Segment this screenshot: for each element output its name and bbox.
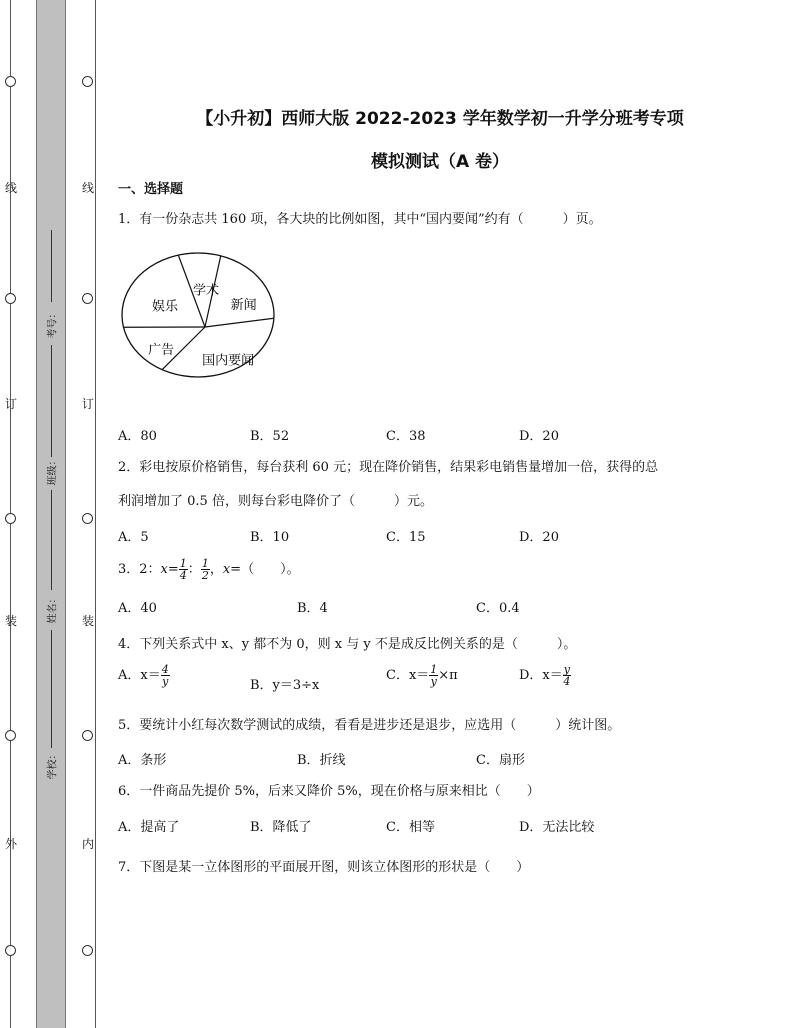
fraction [563,664,571,687]
margin-char: 线 [5,181,18,195]
option-c [386,664,458,687]
binding-hole [82,293,93,304]
field-underline [51,345,52,457]
option-prefix: C．x＝ [386,668,430,683]
fraction-denominator: y [430,675,437,688]
option-prefix: D．x＝ [519,668,563,683]
field-underline [51,230,52,302]
fraction-denominator: 2 [201,569,209,582]
binding-hole [5,945,16,956]
fraction-denominator: 4 [179,569,187,582]
margin-char: 外 [5,837,18,851]
option: A．提高了 [118,820,180,835]
fraction-denominator: y [162,675,169,688]
margin-char: 内 [82,837,95,851]
binding-hole [5,76,16,87]
fraction-numerator: 1 [179,557,187,570]
question-5-text: 5．要统计小红每次数学测试的成绩，看看是进步还是退步，应选用（ ）统计图。 [118,718,621,733]
question-6-text: 6．一件商品先提价 5%，后来又降价 5%，现在价格与原来相比（ ） [118,784,540,799]
fraction [161,664,170,687]
pie-slice-label: 国内要闻 [202,353,255,369]
fraction [201,558,210,581]
q3-colon: ： [187,562,201,577]
option: B．降低了 [250,820,312,835]
binding-hole [5,730,16,741]
q3-var: x [160,562,168,577]
question-2-line1: 2．彩电按原价格销售，每台获利 60 元；现在降价销售，结果彩电销售量增加一倍，获得的总 [118,460,659,475]
option: B．52 [250,429,290,444]
binding-hole [82,513,93,524]
pie-chart [120,246,290,386]
option: A．80 [118,429,157,444]
page-title: 【小升初】西师大版 2022-2023 学年数学初一升学分班考专项 [196,109,684,129]
margin-char: 订 [82,397,95,411]
option-suffix: ×π [438,668,458,683]
field-label-exam-number: 考号： [47,308,59,339]
question-4-text: 4．下列关系式中 x、y 都不为 0，则 x 与 y 不是成反比例关系的是（ ）。 [118,637,577,652]
option: C．15 [386,530,426,545]
question-1-text: 1．有一份杂志共 160 项，各大块的比例如图，其中“国内要闻”约有（ ）页。 [118,212,602,227]
field-label-school: 学校： [47,749,59,780]
option: B．折线 [297,753,346,768]
option: C．38 [386,429,426,444]
field-underline [51,630,52,748]
pie-slice-label: 娱乐 [151,299,178,315]
option: C．相等 [386,820,435,835]
margin-char: 线 [82,181,95,195]
inner-margin-line [95,0,96,1028]
option: A．40 [118,601,157,616]
q3-comma: ， [209,562,223,577]
option: C．0.4 [476,601,520,616]
section-heading: 一、选择题 [118,182,184,197]
question-7-text: 7．下图是某一立体图形的平面展开图，则该立体图形的形状是（ ） [118,860,530,875]
q3-suffix: =（ ）。 [230,562,300,577]
fraction [179,558,188,581]
option-b: B．y＝3÷x [250,678,320,693]
pie-slice-label: 广告 [148,342,175,358]
field-underline [51,490,52,590]
option: D．20 [519,429,559,444]
margin-char: 订 [5,397,18,411]
margin-char: 装 [82,614,95,628]
q3-prefix: 3．2： [118,562,161,577]
q3-eq: = [167,562,179,577]
field-label-class: 班级： [47,455,59,486]
fraction-numerator: 4 [161,663,169,676]
question-2-line2: 利润增加了 0.5 倍，则每台彩电降价了（ ）元。 [118,494,433,509]
binding-hole [82,730,93,741]
field-label-name: 姓名： [47,593,59,624]
option: B．10 [250,530,290,545]
pie-slice-label: 学术 [192,283,219,299]
fraction-numerator: 1 [201,557,209,570]
page-subtitle: 模拟测试（A 卷） [370,152,510,172]
option: B．4 [297,601,328,616]
binding-hole [82,945,93,956]
option: A．5 [118,530,149,545]
pie-slice-label: 新闻 [230,298,257,314]
fraction-denominator: 4 [563,675,571,688]
option-a [118,664,170,687]
option-prefix: A．x＝ [118,668,161,683]
question-3-text [118,558,300,581]
q3-var: x [222,562,231,577]
binding-hole [82,76,93,87]
margin-char: 装 [5,614,18,628]
binding-hole [5,513,16,524]
fraction [429,664,438,687]
option: D．20 [519,530,559,545]
option: D．无法比较 [519,820,595,835]
option-d [519,664,571,687]
fraction-numerator: y [563,663,570,676]
option: C．扇形 [476,753,525,768]
binding-hole [5,293,16,304]
fraction-numerator: 1 [430,663,438,676]
option: A．条形 [118,753,167,768]
